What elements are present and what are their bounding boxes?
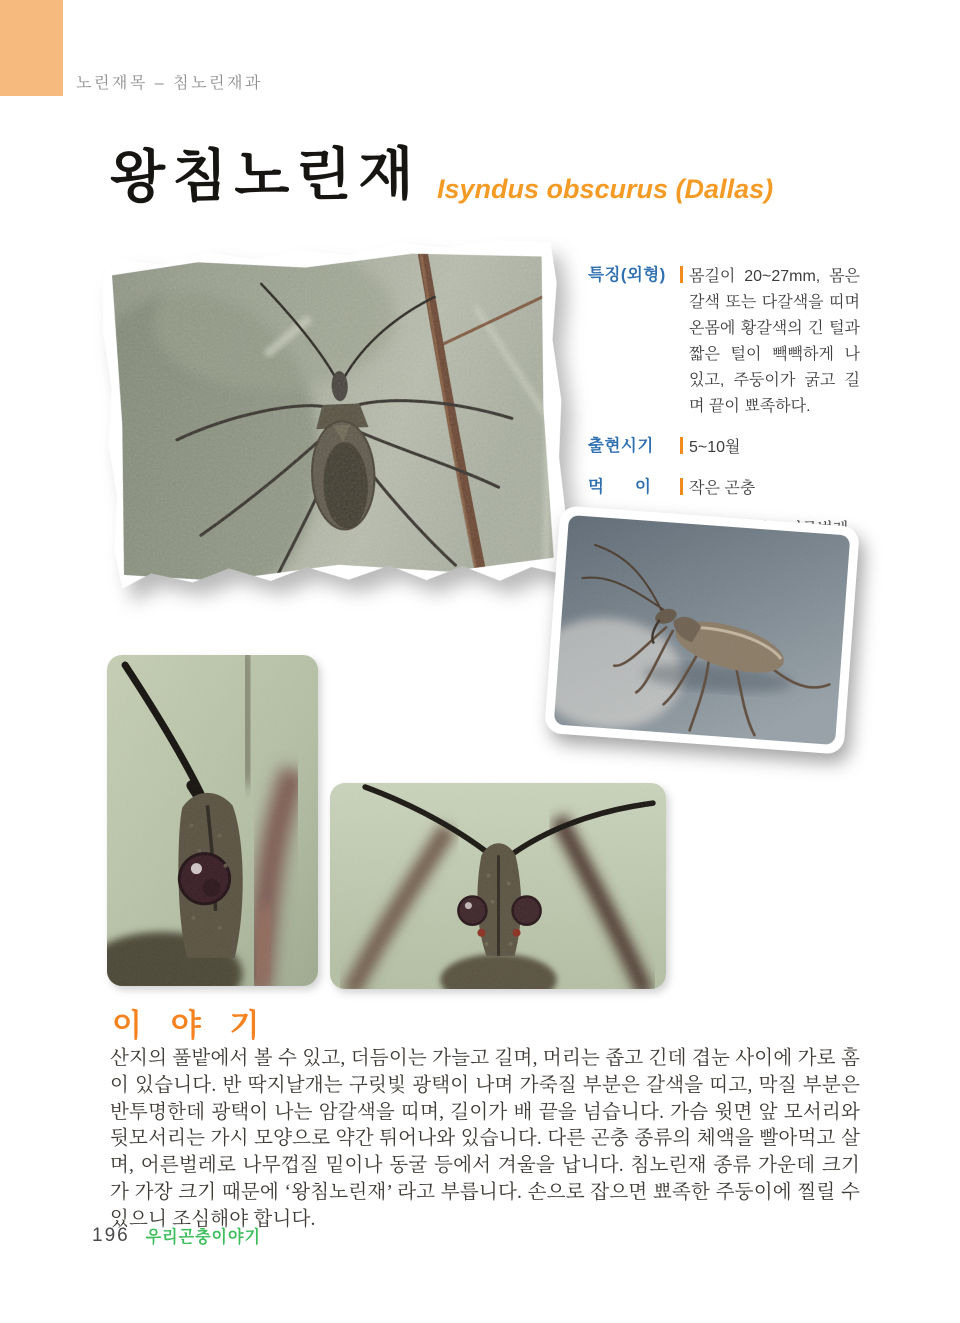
spec-value: 5~10월 xyxy=(689,439,741,456)
divider-bar xyxy=(680,478,683,495)
assassin-bug-on-stone-figure xyxy=(554,515,851,745)
side-photo-frame xyxy=(544,505,860,754)
page-number: 196 xyxy=(92,1224,130,1246)
series-logo: 우리곤충이야기 xyxy=(145,1228,261,1247)
main-photo-torn-frame xyxy=(97,233,569,607)
side-photo xyxy=(544,505,860,754)
spec-value: 작은 곤충 xyxy=(689,480,756,497)
closeup-photo-head-front xyxy=(330,783,666,989)
page-footer xyxy=(92,1224,261,1247)
divider-bar xyxy=(680,437,683,454)
spec-row-features xyxy=(588,264,860,420)
scientific-name: Isyndus obscurus (Dallas) xyxy=(437,174,774,204)
spec-label: 먹 이 xyxy=(588,478,652,496)
spec-label: 출현시기 xyxy=(588,437,654,455)
divider-bar xyxy=(680,266,683,283)
main-photo xyxy=(97,233,569,607)
spec-value: 몸길이 20~27mm, 몸은 갈색 또는 다갈색을 띠며 온몸에 황갈색의 긴 털과 짧은 털이 빽빽하게 나 있고, 주둥이가 굵고 길며 끝이 뾰족하다. xyxy=(689,268,860,415)
spec-label: 특징(외형) xyxy=(588,266,666,284)
page-title: 왕침노린재 xyxy=(109,141,421,211)
spec-row-season xyxy=(588,435,860,461)
spec-row-food xyxy=(588,476,860,502)
taxonomy-breadcrumb: 노린재목 – 침노린재과 xyxy=(76,75,263,92)
story-heading: 이 야 기 xyxy=(112,1008,269,1044)
head-front-figure xyxy=(330,783,666,989)
closeup-photo-head-profile xyxy=(107,655,318,986)
story-paragraph: 산지의 풀밭에서 볼 수 있고, 더듬이는 가늘고 길며, 머리는 좁고 긴데 겹눈 사이에 가로 홈이 있습니다. 반 딱지날개는 구릿빛 광택이 나며 가죽질 부분은 갈색을 띠고, 막질 부분은 반투명한데 광택이 나는 암갈색을 띠며, 길이가 배 끝을 넘습니다. 가슴 윗면 앞 모서리와 뒷모서리는 가시 모양으로 약간 튀어나와 있습니다. 다른 곤충 종류의 체액을 빨아먹고 살며, 어른벌레로 나무껍질 밑이나 동굴 등에서 겨울을 납니다. 침노린재 종류 가운데 크기가 가장 크기 때문에 ‘왕침노린재’ 라고 부릅니다. 손으로 잡으면 뾰족한 주둥이에 찔릴 수 있으니 조심해야 합니다. xyxy=(110,1048,860,1230)
assassin-bug-on-rock-figure xyxy=(112,249,554,585)
main-photo-image xyxy=(112,249,554,585)
corner-decoration-square xyxy=(0,0,63,96)
side-photo-image xyxy=(554,515,851,745)
head-profile-figure xyxy=(107,655,318,986)
